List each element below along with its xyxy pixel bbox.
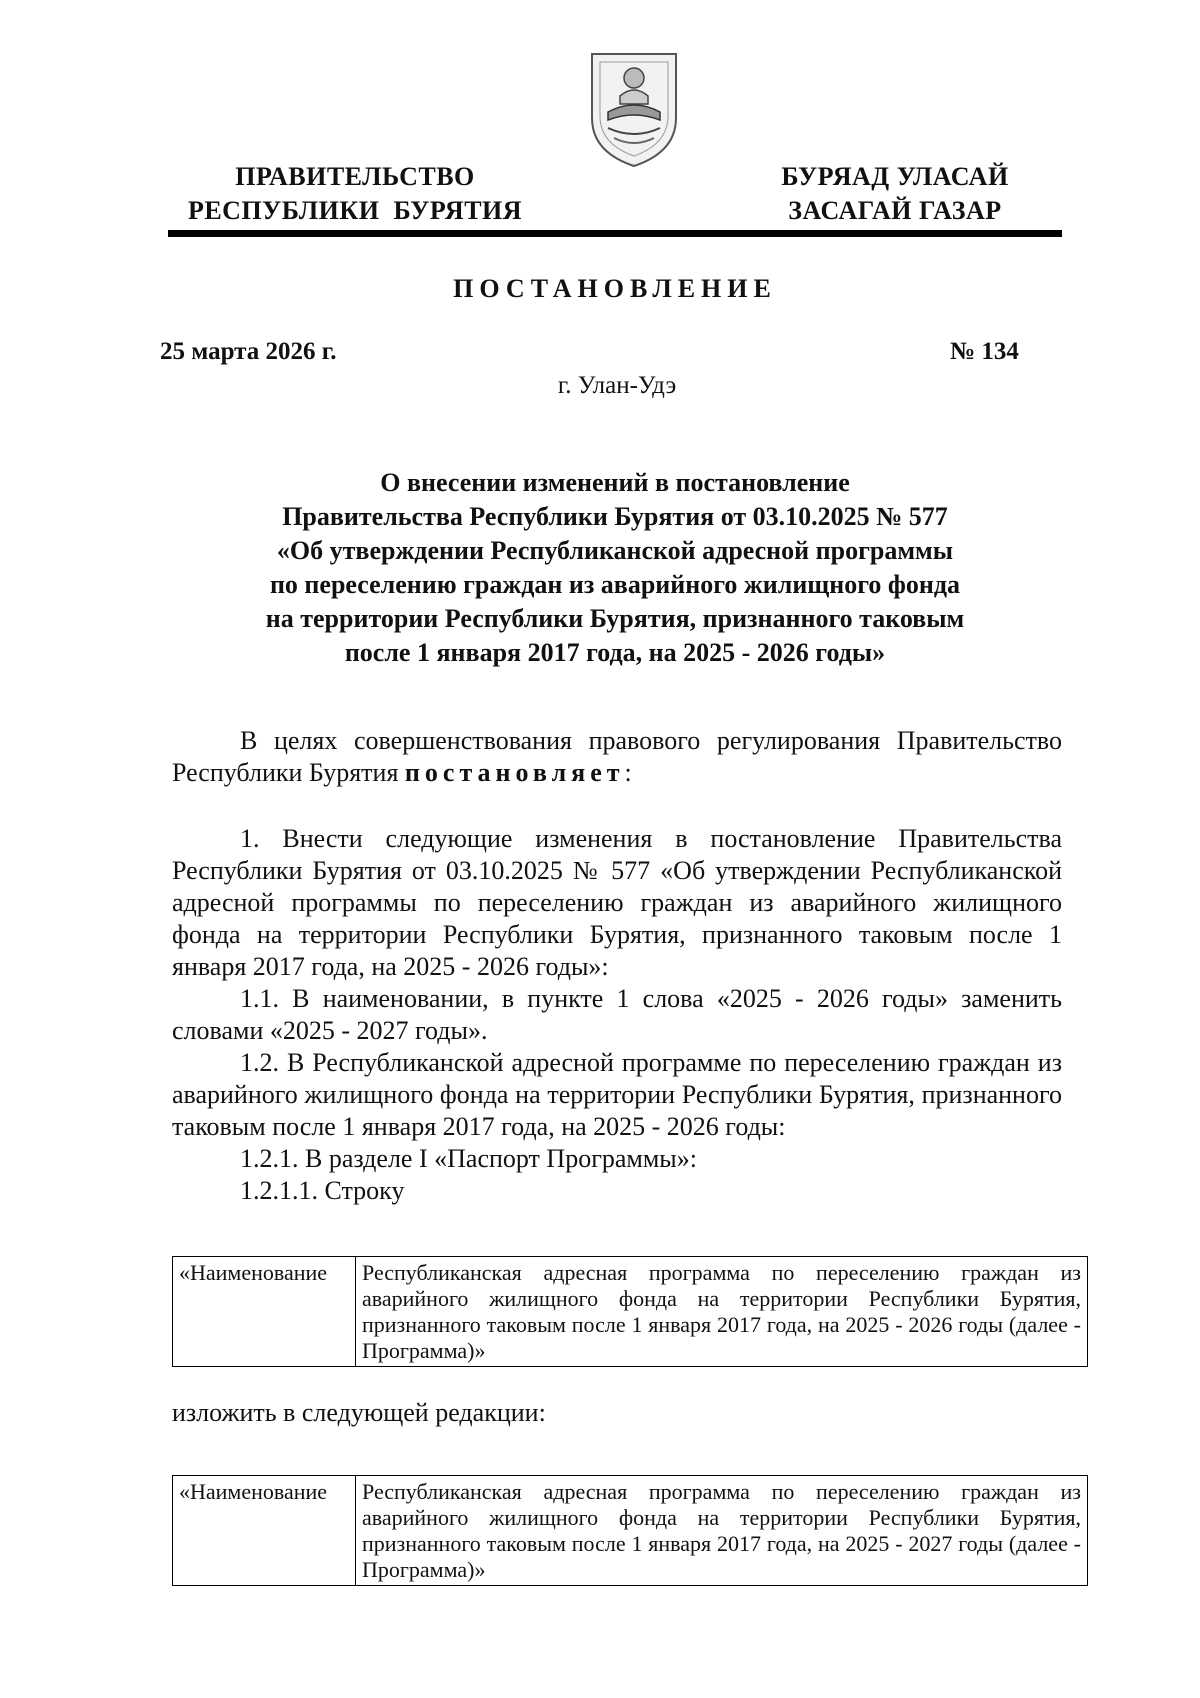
document-title	[168, 466, 1062, 670]
government-name-russian	[170, 160, 540, 228]
preamble-end: :	[624, 758, 632, 787]
preamble	[172, 725, 1062, 789]
table-cell-value: Республиканская адресная программа по переселению граждан из аварийного жилищного фонда на территории Республики Бурятия, признанного таковым после 1 января 2017 года, на 2025 - 2027 годы (далее - Программа)»	[356, 1476, 1088, 1586]
government-name-buryat	[760, 160, 1030, 228]
title-line: по переселению граждан из аварийного жилищного фонда	[269, 570, 961, 599]
preamble-text: В целях совершенствования правового регулирования Правительство Республики Бурятия	[172, 726, 1062, 787]
title-line: «Об утверждении Республиканской адресной программы	[276, 536, 954, 565]
table-row	[173, 1476, 1088, 1586]
decree-item: 1. Внести следующие изменения в постановление Правительства Республики Бурятия от 03.10.2025 № 577 «Об утверждении Республиканской адресной программы по переселению граждан из аварийного жилищного фонда на территории Республики Бурятия, признанного таковым после 1 января 2017 года, на 2025 - 2026 годы»:	[172, 824, 1062, 981]
table-cell-label: «Наименование	[173, 1476, 356, 1586]
government-name-line: РЕСПУБЛИКИ БУРЯТИЯ	[187, 196, 523, 225]
decree-items	[172, 823, 1062, 1207]
table-cell-label: «Наименование	[173, 1257, 356, 1367]
table-row	[173, 1257, 1088, 1367]
government-name-line: ЗАСАГАЙ ГАЗАР	[788, 196, 1002, 225]
table-cell-value: Республиканская адресная программа по переселению граждан из аварийного жилищного фонда на территории Республики Бурятия, признанного таковым после 1 января 2017 года, на 2025 - 2026 годы (далее - Программа)»	[356, 1257, 1088, 1367]
decree-item: 1.2.1.1. Строку	[240, 1176, 405, 1205]
decree-item: 1.2.1. В разделе I «Паспорт Программы»:	[240, 1144, 697, 1173]
new-row-table	[172, 1475, 1088, 1586]
decree-item: 1.2. В Республиканской адресной программе по переселению граждан из аварийного жилищного фонда на территории Республики Бурятия, признанного таковым после 1 января 2017 года, на 2025 - 2026 годы:	[172, 1048, 1062, 1141]
document-number: № 134	[950, 338, 1019, 365]
title-line: на территории Республики Бурятия, признанного таковым	[265, 604, 965, 633]
old-row-table	[172, 1256, 1088, 1367]
title-line: Правительства Республики Бурятия от 03.10.2025 № 577	[282, 502, 948, 531]
document-city: г. Улан-Удэ	[557, 372, 677, 399]
government-name-line: БУРЯАД УЛАСАЙ	[781, 162, 1009, 191]
decree-item: 1.1. В наименовании, в пункте 1 слова «2025 - 2026 годы» заменить словами «2025 - 2027 годы».	[172, 984, 1062, 1045]
replacement-intro: изложить в следующей редакции:	[172, 1398, 546, 1427]
document-type: ПОСТАНОВЛЕНИЕ	[453, 274, 777, 303]
title-line: после 1 января 2017 года, на 2025 - 2026 годы»	[344, 638, 886, 667]
title-line: О внесении изменений в постановление	[380, 468, 850, 497]
document-date: 25 марта 2026 г.	[160, 338, 337, 365]
decree-word: постановляет	[404, 758, 625, 787]
government-name-line: ПРАВИТЕЛЬСТВО	[235, 162, 475, 191]
coat-of-arms-icon	[586, 48, 682, 170]
header-divider	[168, 230, 1062, 237]
